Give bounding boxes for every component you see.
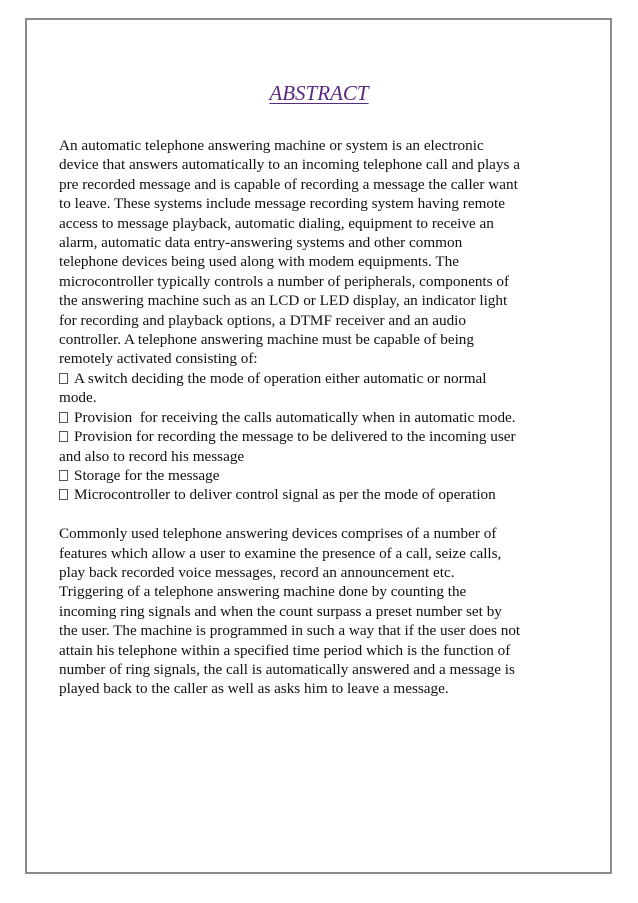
list-item-text: Storage for the message <box>74 466 220 484</box>
text-line: number of ring signals, the call is automatically answered and a message is <box>59 660 515 678</box>
page-title: ABSTRACT <box>269 81 369 105</box>
text-line: the user. The machine is programmed in such a way that if the user does not <box>59 622 521 640</box>
list-item-text: Provision for recording the message to be delivered to the incoming user <box>74 428 516 446</box>
bullet-box-icon <box>59 489 68 500</box>
list-item <box>59 466 599 485</box>
list-item <box>59 485 599 504</box>
abstract-body <box>59 136 599 699</box>
text-line: incoming ring signals and when the count surpass a preset number set by <box>59 602 502 620</box>
text-line: alarm, automatic data entry-answering systems and other common <box>59 234 463 252</box>
text-line: remotely activated consisting of: <box>59 350 258 368</box>
text-line: play back recorded voice messages, record an announcement etc. <box>59 563 455 581</box>
paragraph-details <box>59 524 599 699</box>
text-line: microcontroller typically controls a number of peripherals, components of <box>59 272 510 290</box>
text-line: An automatic telephone answering machine or system is an electronic <box>59 137 484 154</box>
bullet-box-icon <box>59 412 68 423</box>
list-item <box>59 427 599 446</box>
text-line: access to message playback, automatic dialing, equipment to receive an <box>59 214 494 232</box>
paragraph-intro <box>59 136 599 369</box>
list-item-continuation: and also to record his message <box>59 447 245 465</box>
text-line: the answering machine such as an LCD or LED display, an indicator light <box>59 292 508 310</box>
bullet-list <box>59 369 599 505</box>
text-line: Commonly used telephone answering devices comprises of a number of <box>59 525 497 543</box>
text-line: to leave. These systems include message recording system having remote <box>59 195 505 213</box>
text-line: pre recorded message and is capable of recording a message the caller want <box>59 175 518 193</box>
list-item-text: Provision for receiving the calls automatically when in automatic mode. <box>74 408 516 426</box>
list-item <box>59 369 599 388</box>
bullet-box-icon <box>59 470 68 481</box>
text-line: played back to the caller as well as asks him to leave a message. <box>59 680 449 698</box>
list-item-text: Microcontroller to deliver control signal as per the mode of operation <box>74 486 496 504</box>
list-item-continuation: mode. <box>59 389 97 407</box>
text-line: features which allow a user to examine the presence of a call, seize calls, <box>59 544 502 562</box>
list-item <box>59 408 599 427</box>
text-line: Triggering of a telephone answering machine done by counting the <box>59 583 467 601</box>
text-line: telephone devices being used along with modem equipments. The <box>59 253 459 271</box>
list-item-text: A switch deciding the mode of operation either automatic or normal <box>74 369 487 387</box>
paragraph-spacer <box>59 505 599 524</box>
text-line: controller. A telephone answering machine must be capable of being <box>59 331 474 349</box>
bullet-box-icon <box>59 431 68 442</box>
bullet-box-icon <box>59 373 68 384</box>
text-line: device that answers automatically to an incoming telephone call and plays a <box>59 156 520 174</box>
text-line: for recording and playback options, a DTMF receiver and an audio <box>59 311 466 329</box>
text-line: attain his telephone within a specified time period which is the function of <box>59 641 511 659</box>
